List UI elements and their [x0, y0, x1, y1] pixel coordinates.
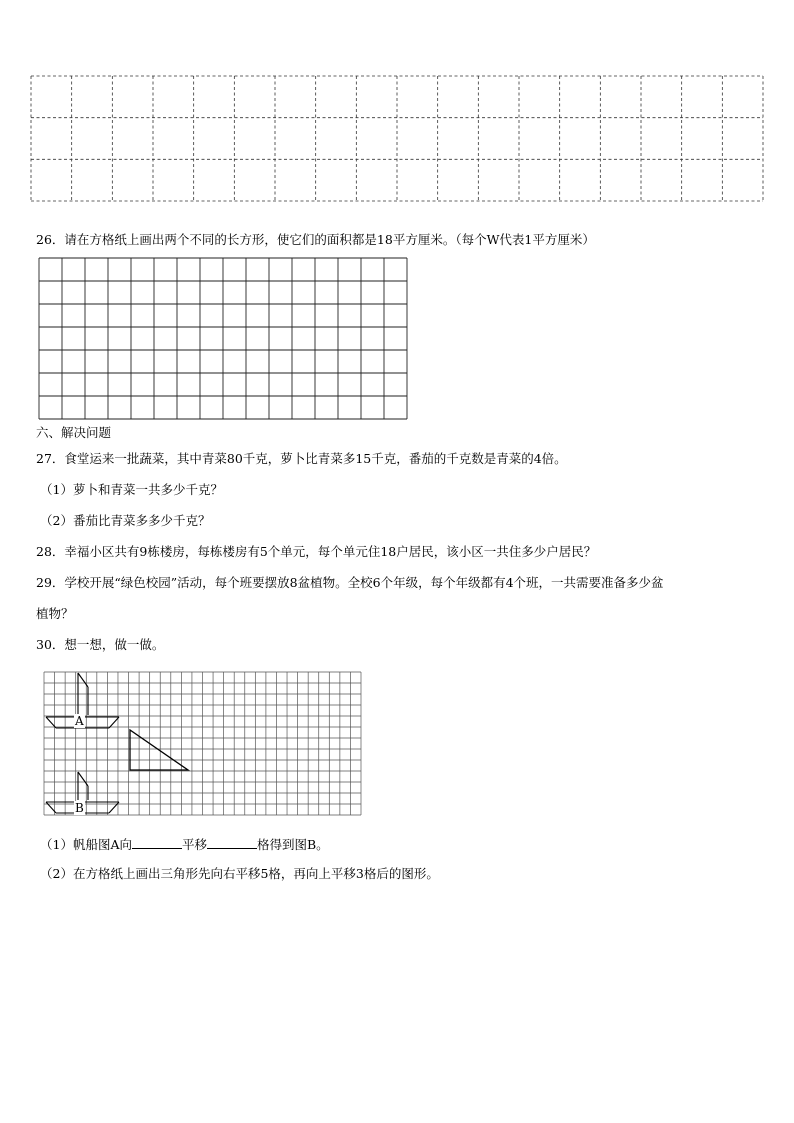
question-27-sub1: （1）萝卜和青菜一共多少千克？	[40, 482, 223, 497]
question-30-sub1	[40, 836, 329, 853]
question-30-sub2: （2）在方格纸上画出三角形先向右平移5格，再向上平移3格后的图形。	[40, 866, 439, 881]
direction-blank[interactable]	[132, 836, 182, 849]
translation-grid-q30[interactable]	[0, 660, 794, 820]
label-a: A	[75, 714, 84, 728]
label-b: B	[75, 801, 84, 815]
question-29-line1: 29．学校开展“绿色校园”活动，每个班要摆放8盆植物。全校6个年级，每个年级都有4个班，一共需要准备多少盆	[36, 575, 664, 590]
distance-blank[interactable]	[207, 836, 257, 849]
triangle-figure	[130, 730, 188, 770]
question-27-sub2: （2）番茄比青菜多多少千克？	[40, 513, 211, 528]
square-grid-q26[interactable]	[0, 255, 794, 425]
q30-sub1-part3: 格得到图B。	[257, 837, 329, 852]
q30-sub1-part1: （1）帆船图A向	[40, 837, 132, 852]
question-30-text: 30．想一想，做一做。	[36, 637, 165, 652]
question-29-line2: 植物？	[36, 606, 74, 621]
question-27-text: 27．食堂运来一批蔬菜，其中青菜80千克，萝卜比青菜多15千克，番茄的千克数是青菜的4倍。	[36, 451, 567, 466]
q30-sub1-part2: 平移	[181, 837, 207, 852]
section-6-heading: 六、解决问题	[36, 425, 112, 440]
question-26-text: 26．请在方格纸上画出两个不同的长方形，使它们的面积都是18平方厘米。（每个W代表1平方厘米）	[36, 232, 595, 247]
question-28-text: 28．幸福小区共有9栋楼房，每栋楼房有5个单元，每个单元住18户居民，该小区一共住多少户居民？	[36, 544, 597, 559]
dashed-writing-grid	[0, 0, 794, 210]
